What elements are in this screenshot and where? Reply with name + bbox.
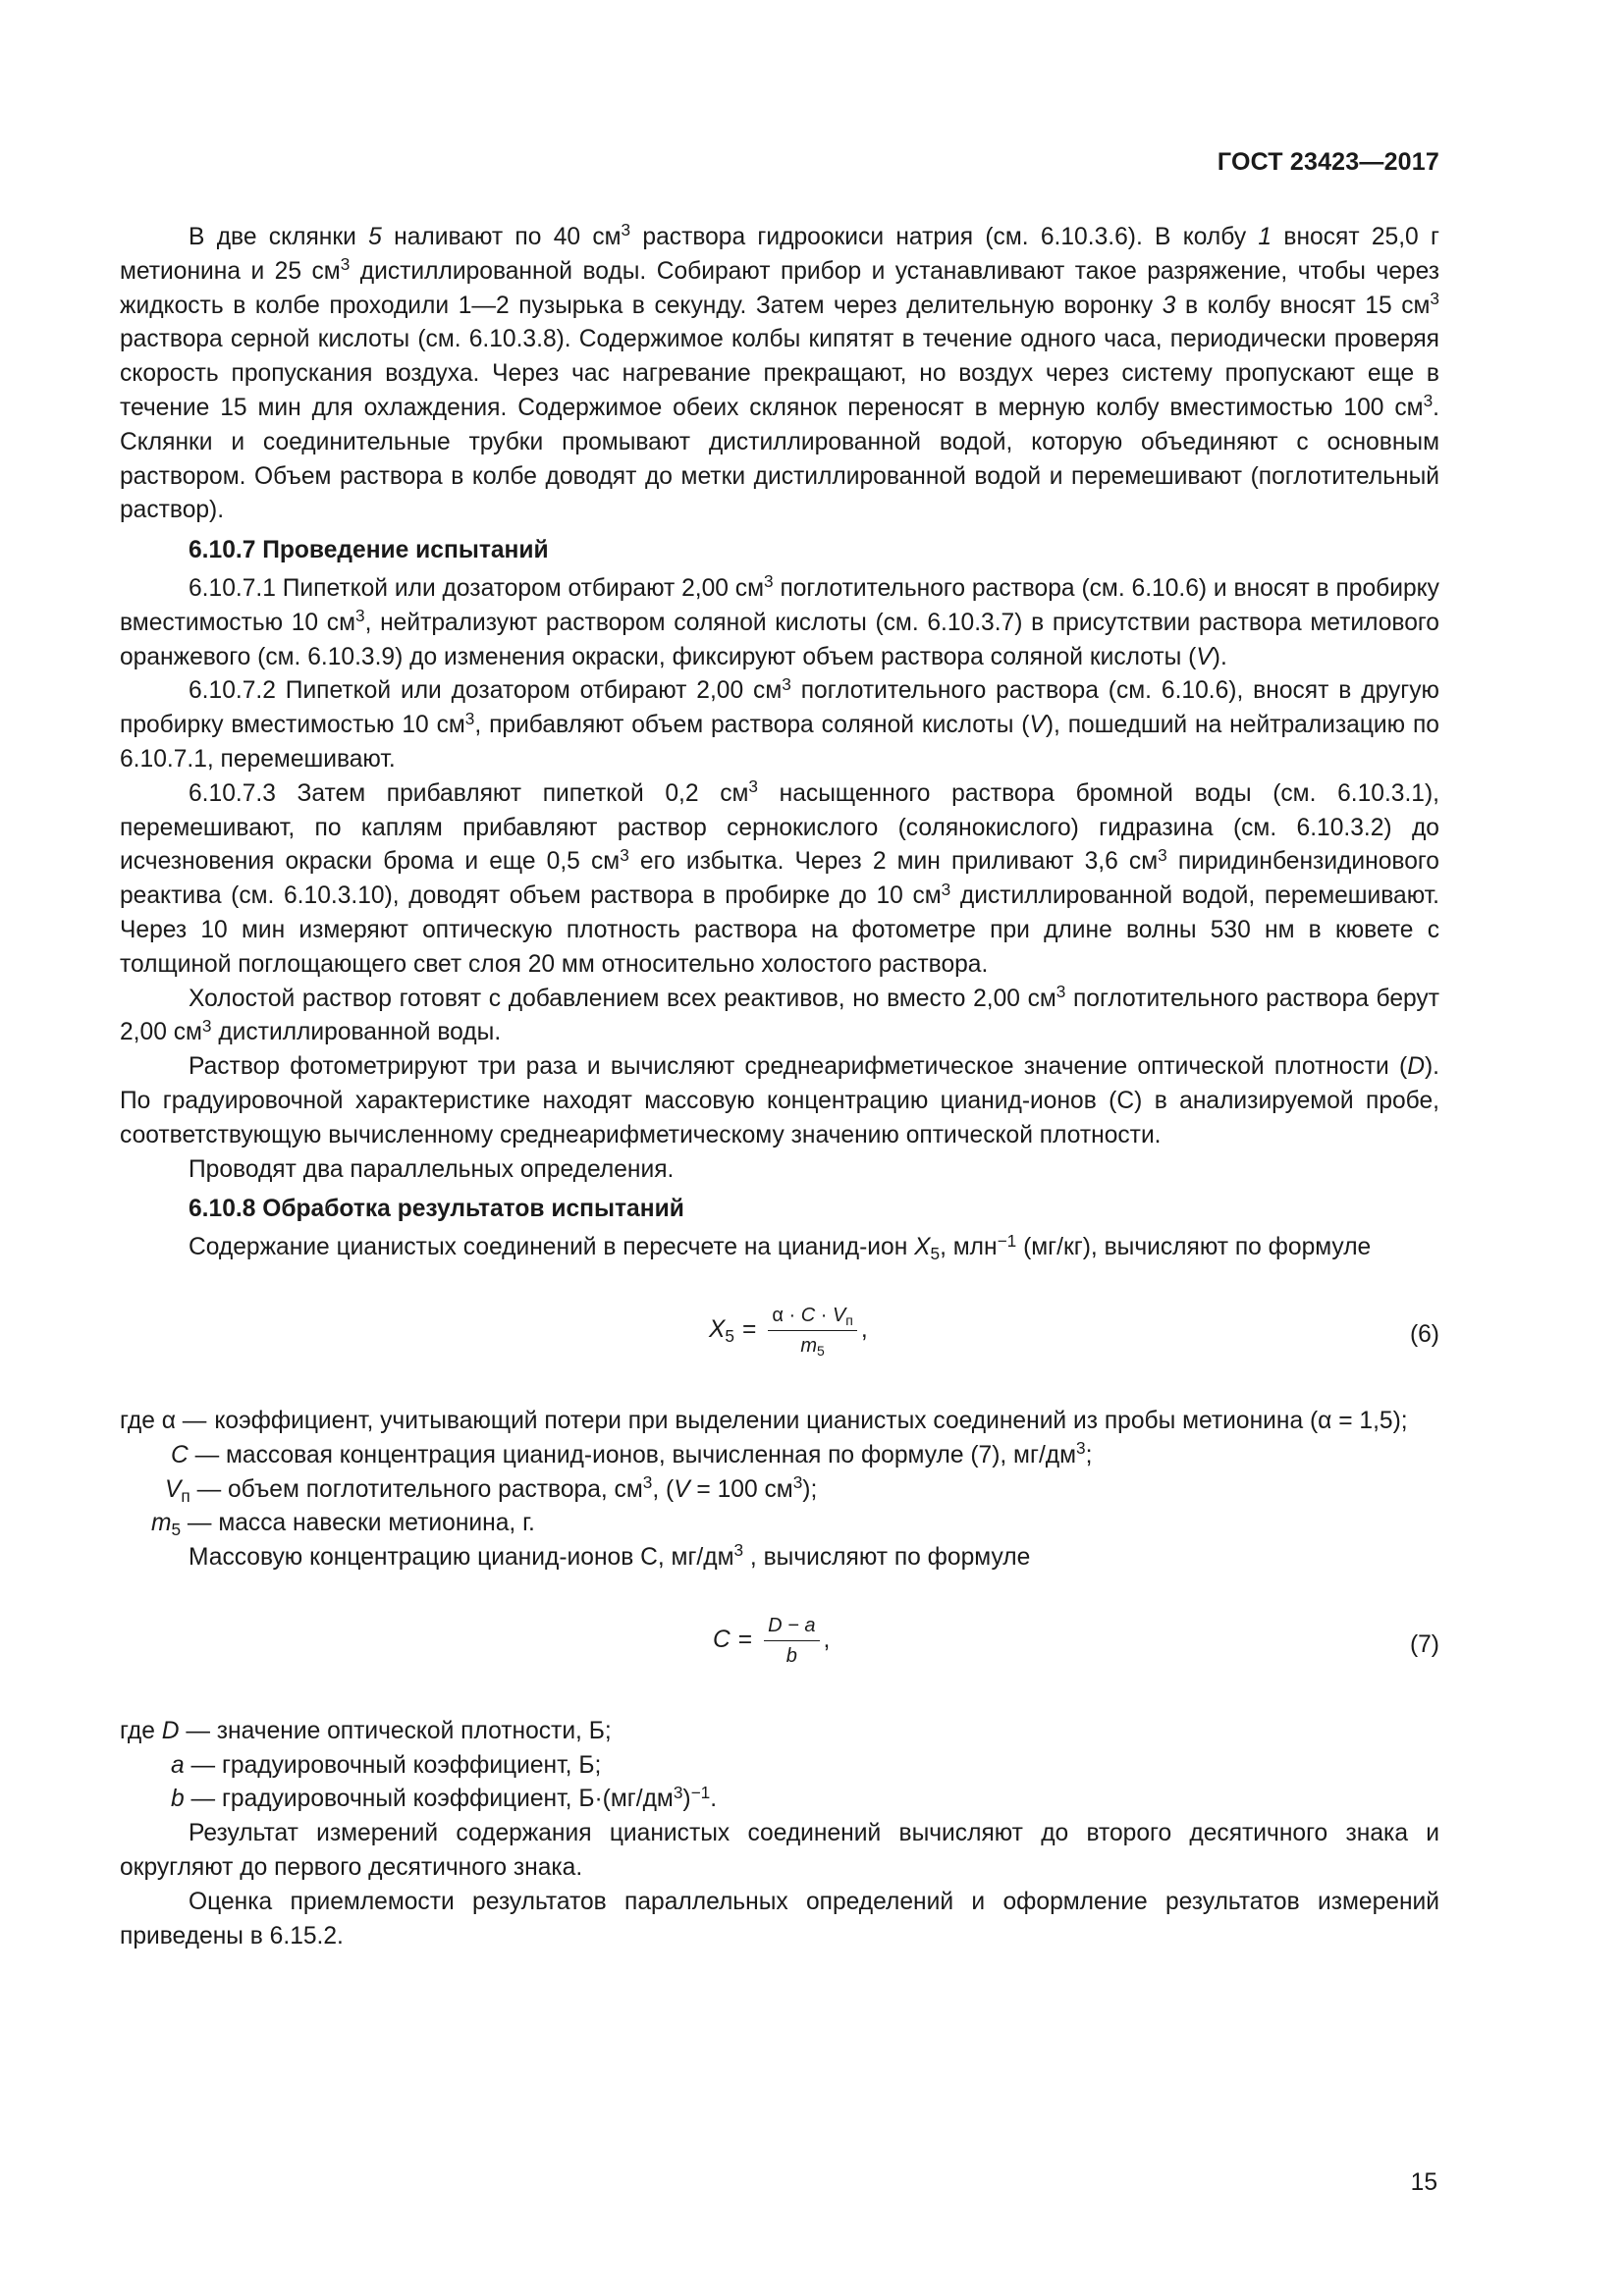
text-run: — масса навески метионина, г. <box>181 1510 535 1537</box>
fraction <box>764 1611 819 1671</box>
superscript: 3 <box>620 844 629 865</box>
equals-sign: = <box>737 1626 753 1653</box>
formula-7-definitions <box>120 1715 1439 1817</box>
paragraph-result: Результат измерений содержания цианистых соединений вычисляют до второго десятичного знака и округляют до первого десятичного знака. <box>120 1820 1439 1882</box>
superscript: 3 <box>201 1015 212 1036</box>
text-run: C <box>800 1304 816 1326</box>
formula-6-definitions <box>120 1405 1439 1541</box>
definition-m <box>120 1507 1439 1541</box>
text-run: его избытка. Через 2 мин приливают 3,6 см <box>628 848 1159 876</box>
superscript: 3 <box>1056 981 1066 1001</box>
text-run: — массовая концентрация цианид-ионов, вычисленная по формуле (7), мг/дм <box>188 1441 1077 1468</box>
text-run: . <box>710 1786 718 1813</box>
text-run: 1 <box>1258 224 1272 250</box>
paragraph-6-10-7-3 <box>120 777 1439 983</box>
superscript: −1 <box>690 1782 711 1802</box>
text-run: C <box>171 1441 189 1468</box>
superscript: 3 <box>673 1782 683 1802</box>
text-run: дистиллированной воды. <box>211 1019 502 1046</box>
text-run: Холостой раствор готовят с добавлением всех реактивов, но вместо 2,00 см <box>189 985 1056 1012</box>
fraction-numerator: D − a <box>764 1611 819 1641</box>
superscript: 3 <box>464 708 475 728</box>
text-run: V <box>1029 712 1046 739</box>
text-run: поглотительного раствора (см. 6.10.6) и вносят в пробирку вместимостью 10 см <box>120 574 1439 636</box>
document-body <box>120 221 1439 1953</box>
text-run: В две склянки <box>189 224 369 250</box>
document-header: ГОСТ 23423—2017 <box>1217 148 1439 176</box>
equals-sign: = <box>741 1316 757 1343</box>
formula-lhs: C <box>713 1626 731 1653</box>
text-run: ). <box>1212 643 1227 670</box>
paragraph-blank-solution <box>120 983 1439 1051</box>
superscript: 3 <box>642 1471 653 1492</box>
paragraph-photometry <box>120 1050 1439 1152</box>
page-number: 15 <box>1410 2169 1437 2196</box>
text-run: где α — <box>120 1407 207 1434</box>
text-run: 6.10.7.3 Затем прибавляют пипеткой 0,2 см <box>189 779 749 807</box>
text-run: — объем поглотительного раствора, см <box>189 1475 643 1503</box>
text-run: 6.10.7.1 Пипеткой или дозатором отбирают 2,00 см <box>189 574 765 602</box>
text-run: D <box>161 1717 180 1744</box>
text-run: наливают по 40 см <box>381 224 622 250</box>
paragraph-parallel: Проводят два параллельных определения. <box>189 1155 675 1183</box>
paragraph-formula-intro <box>120 1231 1439 1265</box>
text-run: ) <box>682 1786 691 1813</box>
superscript: 3 <box>748 776 758 797</box>
text-run: , млн <box>940 1234 998 1261</box>
text-run: ); <box>802 1475 818 1503</box>
definition-b <box>120 1783 1439 1817</box>
definition-a <box>120 1749 1439 1784</box>
text-run: дистиллированной водой, перемешивают. Через 10 мин измеряют оптическую плотность раствора на фотометре при длине волны 530 нм в кювете с толщиной поглощающего свет слоя 20 мм относительно холостого раствора. <box>120 882 1439 978</box>
definition-c <box>120 1439 1439 1473</box>
text-run: V <box>674 1475 690 1503</box>
subscript: 5 <box>171 1520 182 1540</box>
text-run: Раствор фотометрируют три раза и вычисляют среднеарифметическое значение оптической плотности ( <box>189 1053 1408 1081</box>
text-run: , прибавляют объем раствора соляной кислоты ( <box>474 712 1030 739</box>
superscript: 3 <box>621 220 631 240</box>
text-run: 3 <box>1162 292 1176 319</box>
text-run: — градуировочный коэффициент, Б; <box>184 1751 602 1779</box>
subscript: п <box>181 1485 190 1506</box>
superscript: 3 <box>340 254 351 275</box>
text-run: Массовую концентрацию цианид-ионов С, мг/дм <box>189 1544 734 1572</box>
superscript: 3 <box>354 606 365 626</box>
formula-7-expression <box>713 1611 830 1671</box>
text-run: b <box>171 1786 185 1813</box>
definition-d <box>120 1715 1439 1749</box>
formula-number: (7) <box>1409 1630 1439 1658</box>
superscript: −1 <box>997 1230 1017 1251</box>
text-run: , <box>823 1626 831 1653</box>
text-run: V <box>1196 643 1213 670</box>
paragraph-6-10-7-1 <box>120 572 1439 674</box>
text-run: ), пошедший на нейтрализацию по 6.10.7.1, перемешивают. <box>120 712 1439 773</box>
text-run: поглотительного раствора берут 2,00 см <box>120 985 1439 1046</box>
formula-6 <box>120 1281 1439 1399</box>
formula-number: (6) <box>1409 1320 1439 1348</box>
definition-alpha <box>120 1405 1439 1439</box>
text-run: , ( <box>652 1475 675 1503</box>
text-run: X <box>914 1234 931 1261</box>
text-run: (мг/кг), вычисляют по формуле <box>1016 1234 1372 1261</box>
text-run: где <box>120 1717 162 1744</box>
intro-paragraph <box>120 221 1439 528</box>
text-run: — градуировочный коэффициент, Б·(мг/дм <box>184 1786 674 1813</box>
text-run: вносят 25,0 г метионина и 25 см <box>120 224 1439 285</box>
text-run: раствора гидроокиси натрия (см. 6.10.3.6). В колбу <box>630 224 1259 250</box>
superscript: 3 <box>941 879 951 899</box>
text-run: — значение оптической плотности, Б; <box>179 1717 612 1744</box>
text-run: Содержание цианистых соединений в пересчете на цианид-ион <box>189 1234 915 1261</box>
fraction-numerator <box>768 1301 857 1331</box>
superscript: 3 <box>1423 391 1434 411</box>
text-run: 5 <box>368 224 382 250</box>
text-run: α · <box>772 1304 801 1326</box>
fraction-denominator: b <box>785 1644 797 1667</box>
superscript: 3 <box>792 1471 803 1492</box>
superscript: 3 <box>764 571 774 592</box>
paragraph-acceptance: Оценка приемлемости результатов параллельных определений и оформление результатов измерений приведены в 6.15.2. <box>120 1888 1439 1949</box>
section-heading-6-10-8: 6.10.8 Обработка результатов испытаний <box>189 1196 684 1223</box>
text-run: V <box>165 1475 182 1503</box>
paragraph-concentration-intro <box>120 1541 1439 1575</box>
superscript: 3 <box>733 1540 744 1561</box>
subscript: п <box>845 1312 853 1329</box>
superscript: 3 <box>782 673 791 694</box>
text-run: = 100 см <box>689 1475 793 1503</box>
text-run: m <box>800 1334 818 1357</box>
text-run: насыщенного раствора бромной воды (см. 6.10.3.1), перемешивают, по каплям прибавляют раствор сернокислого (солянокислого) гидразина (см. 6.10.3.2) до исчезновения окраски брома и еще 0,5 см <box>120 779 1440 876</box>
superscript: 3 <box>1158 844 1167 865</box>
definition-v <box>120 1473 1439 1508</box>
text-run: . Склянки и соединительные трубки промывают дистиллированной водой, которую объединяют с основным раствором. Объем раствора в колбе доводят до метки дистиллированной водой и перемешивают (поглотительный раствор). <box>120 394 1439 524</box>
formula-7 <box>120 1591 1439 1709</box>
text-run: , нейтрализуют раствором соляной кислоты (см. 6.10.3.7) в присутствии раствора метилового оранжевого (см. 6.10.3.9) до изменения окраски, фиксируют объем раствора соляной кислоты ( <box>120 609 1439 670</box>
paragraph-6-10-7-2 <box>120 674 1439 776</box>
text-run: a <box>171 1751 185 1779</box>
text-run: коэффициент, учитывающий потери при выделении цианистых соединений из пробы метионина (α = 1,5); <box>214 1407 1408 1434</box>
fraction <box>768 1301 857 1361</box>
fraction-denominator <box>800 1331 824 1361</box>
superscript: 3 <box>1076 1438 1086 1459</box>
formula-lhs: X <box>709 1316 726 1343</box>
text-run: , <box>860 1316 868 1343</box>
text-run: ; <box>1085 1441 1093 1468</box>
text-run: поглотительного раствора (см. 6.10.6), вносят в другую пробирку вместимостью 10 см <box>120 677 1439 739</box>
text-run: раствора серной кислоты (см. 6.10.3.8). Содержимое колбы кипятят в течение одного часа, периодически проверяя скорость пропускания воздуха. Через час нагревание прекращают, но воздух через систему пропускают еще в течение 15 мин для охлаждения. Содержимое обеих склянок переносят в мерную колбу вместимостью 100 см <box>120 326 1439 421</box>
text-run: в колбу вносят 15 см <box>1175 292 1431 319</box>
superscript: 3 <box>1430 288 1439 308</box>
text-run: 6.10.7.2 Пипеткой или дозатором отбирают 2,00 см <box>189 677 783 705</box>
text-run: m <box>151 1510 172 1537</box>
text-run: ). По градуировочной характеристике находят массовую концентрацию цианид-ионов (С) в анализируемой пробе, соответствующую вычисленному среднеарифметическому значению оптической плотности. <box>120 1053 1439 1148</box>
text-run: пиридинбензидинового реактива (см. 6.10.3.10), доводят объем раствора в пробирке до 10 см <box>120 848 1439 910</box>
text-run: · <box>815 1304 833 1326</box>
subscript: 5 <box>817 1343 825 1360</box>
subscript: 5 <box>930 1244 941 1264</box>
text-run: дистиллированной воды. Собирают прибор и устанавливают такое разряжение, чтобы через жидкость в колбе проходили 1—2 пузырька в секунду. Затем через делительную воронку <box>120 257 1440 319</box>
text-run: D <box>1407 1053 1425 1081</box>
text-run: , вычисляют по формуле <box>743 1544 1031 1572</box>
section-heading-6-10-7: 6.10.7 Проведение испытаний <box>189 537 549 564</box>
formula-6-expression: X $_5$ = $\frac{\alpha \cdot C \cdot V_п}{m_5}$ , <box>709 1301 868 1361</box>
text-run: V <box>832 1304 846 1326</box>
